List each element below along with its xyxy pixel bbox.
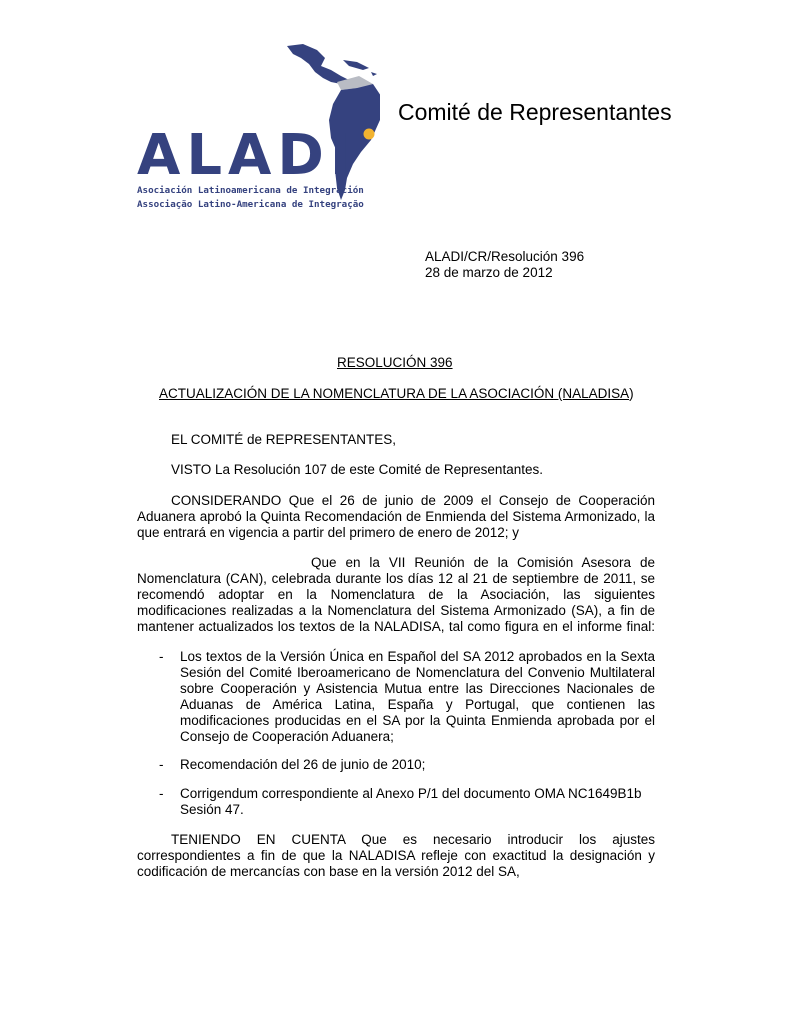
aladi-logo <box>135 40 380 215</box>
visto-paragraph: VISTO La Resolución 107 de este Comité de Representantes. <box>171 462 543 477</box>
bullet-marker: - <box>159 786 164 801</box>
bullet1-line-1: Los textos de la Versión Única en Español del SA 2012 aprobados en la Sexta <box>180 649 655 664</box>
bullet1-line-4: Aduanas de América Latina, España y Portugal, que contienen las <box>180 697 655 712</box>
bullet3-line-2: Sesión 47. <box>180 802 244 817</box>
bullet1-line-6: Consejo de Cooperación Aduanera; <box>180 729 394 744</box>
considerando-line-3: que entrará en vigencia a partir del primero de enero de 2012; y <box>137 525 519 540</box>
logo-subtitle-es: Asociación Latinoamericana de Integración <box>137 185 364 196</box>
bullet1-line-2: Sesión del Comité Iberoamericano de Nomenclatura del Convenio Multilateral <box>180 665 655 680</box>
que-vii-line-2: Nomenclatura (CAN), celebrada durante los días 12 al 21 de septiembre de 2011, se <box>137 571 655 586</box>
teniendo-line-3: codificación de mercancías con base en la versión 2012 del SA, <box>137 864 520 879</box>
bullet1-line-5: modificaciones producidas en el SA por la Quinta Enmienda aprobada por el <box>180 713 655 728</box>
resolution-subject: ACTUALIZACIÓN DE LA NOMENCLATURA DE LA ASOCIACIÓN (NALADISA) <box>159 386 634 401</box>
bullet3-line-1: Corrigendum correspondiente al Anexo P/1 del documento OMA NC1649B1b <box>180 786 642 801</box>
bullet2-text: Recomendación del 26 de junio de 2010; <box>180 757 426 772</box>
bullet-marker: - <box>159 649 164 664</box>
que-vii-line-4: modificaciones realizadas a la Nomenclatura del Sistema Armonizado (SA), a fin de <box>137 603 655 618</box>
teniendo-line-1: TENIENDO EN CUENTA Que es necesario introducir los ajustes <box>171 832 655 847</box>
que-vii-line-5: mantener actualizados los textos de la NALADISA, tal como figura en el informe final: <box>137 619 655 634</box>
considerando-line-1: CONSIDERANDO Que el 26 de junio de 2009 el Consejo de Cooperación <box>171 493 655 508</box>
bullet-marker: - <box>159 757 164 772</box>
committee-line: EL COMITÉ de REPRESENTANTES, <box>171 432 397 447</box>
teniendo-line-2: correspondientes a fin de que la NALADISA refleje con exactitud la designación y <box>137 848 655 863</box>
logo-wordmark: ALADI <box>137 123 357 188</box>
bullet1-line-3: sobre Cooperación y Asistencia Mutua entre las Direcciones Nacionales de <box>180 681 655 696</box>
document-code: ALADI/CR/Resolución 396 <box>425 249 585 264</box>
page-title: Comité de Representantes <box>398 99 672 125</box>
resolution-number: RESOLUCIÓN 396 <box>337 355 453 370</box>
considerando-line-2: Aduanera aprobó la Quinta Recomendación de Enmienda del Sistema Armonizado, la <box>137 509 655 524</box>
que-vii-line-1: Que en la VII Reunión de la Comisión Asesora de <box>311 555 655 570</box>
document-date: 28 de marzo de 2012 <box>425 265 553 280</box>
que-vii-line-3: recomendó adoptar en la Nomenclatura de la Asociación, las siguientes <box>137 587 655 602</box>
logo-subtitle-pt: Associação Latino-Americana de Integração <box>137 199 364 210</box>
